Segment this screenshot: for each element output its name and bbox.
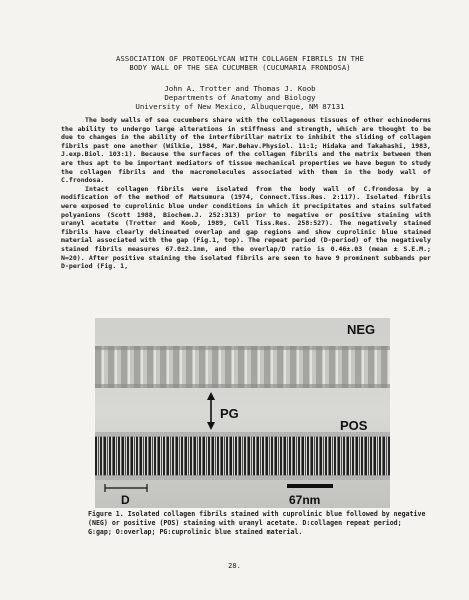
micrograph-figure xyxy=(95,318,390,508)
body-text xyxy=(61,116,431,271)
paper-title: ASSOCIATION OF PROTEOGLYCAN WITH COLLAGEN FIBRILS IN THE BODY WALL OF THE SEA CUCUMBER (CUCUMARIA FRONDOSA) xyxy=(116,54,364,72)
paragraph-2: Intact collagen fibrils were isolated from the body wall of C.frondosa by a modification of the method of Matsumura (1974, Connect.Tiss.Res. 2:117). Isolated fibrils were exposed to cuprolinic blue under conditions in which it precipitates and stains sulfated polyanions (Scott 1988, Biochem.J. 252:313) prior to negative or positive staining with uranyl acetate (Trotter and Koob, 1989, Cell Tiss.Res. 258:527). The negatively stained fibrils have clearly delineated overlap and gap regions and show cuprolinic blue stained material associated with the gap (Fig.1, top). The repeat period (D-period) of the negatively stained fibrils measures 67.0±2.1nm, and the overlap/D ratio is 0.46±.03 (mean ± S.E.M.; N=20). After positive staining the isolated fibrils are seen to have 9 prominent subbands per D-period (Fig. 1, xyxy=(61,184,431,271)
paragraph-1: The body walls of sea cucumbers share with the collagenous tissues of other echinoderms the ability to undergo large alterations in stiffness and strength, which are thought to be due to changes in the ability of the interfibrillar matrix to inhibit the sliding of collagen fibrils past one another (Wilkie, 1984, Mar.Behav.Physiol. 11:1; Hidaka and Takahashi, 1983, J.exp.Biol. 103:1). Because the surfaces of the collagen fibrils and the matrix between them are thus apt to be important mediators of tissue mechanical properties we have begun to study the collagen fibrils and the macromolecules associated with them in the body wall of C.frondosa. xyxy=(61,116,431,185)
label-d: D xyxy=(121,493,130,507)
author-block xyxy=(40,84,440,111)
author-names: John A. Trotter and Thomas J. Koob xyxy=(164,84,316,93)
micrograph-image xyxy=(95,318,390,508)
label-scale: 67nm xyxy=(289,493,321,507)
label-neg: NEG xyxy=(347,322,376,337)
label-pg: PG xyxy=(220,406,239,421)
label-pos: POS xyxy=(340,418,368,433)
scale-bar xyxy=(287,484,333,488)
author-institution: University of New Mexico, Albuquerque, NM 87131 xyxy=(135,102,345,111)
page-number: 28. xyxy=(228,562,241,570)
figure-caption: Figure 1. Isolated collagen fibrils stained with cuprolinic blue followed by negative (NEG) or positive (POS) staining with uranyl acetate. D:collagen repeat period; G:gap; O:overlap; PG:cuprolinic blue stained material. xyxy=(88,510,426,536)
author-department: Departments of Anatomy and Biology xyxy=(164,93,316,102)
